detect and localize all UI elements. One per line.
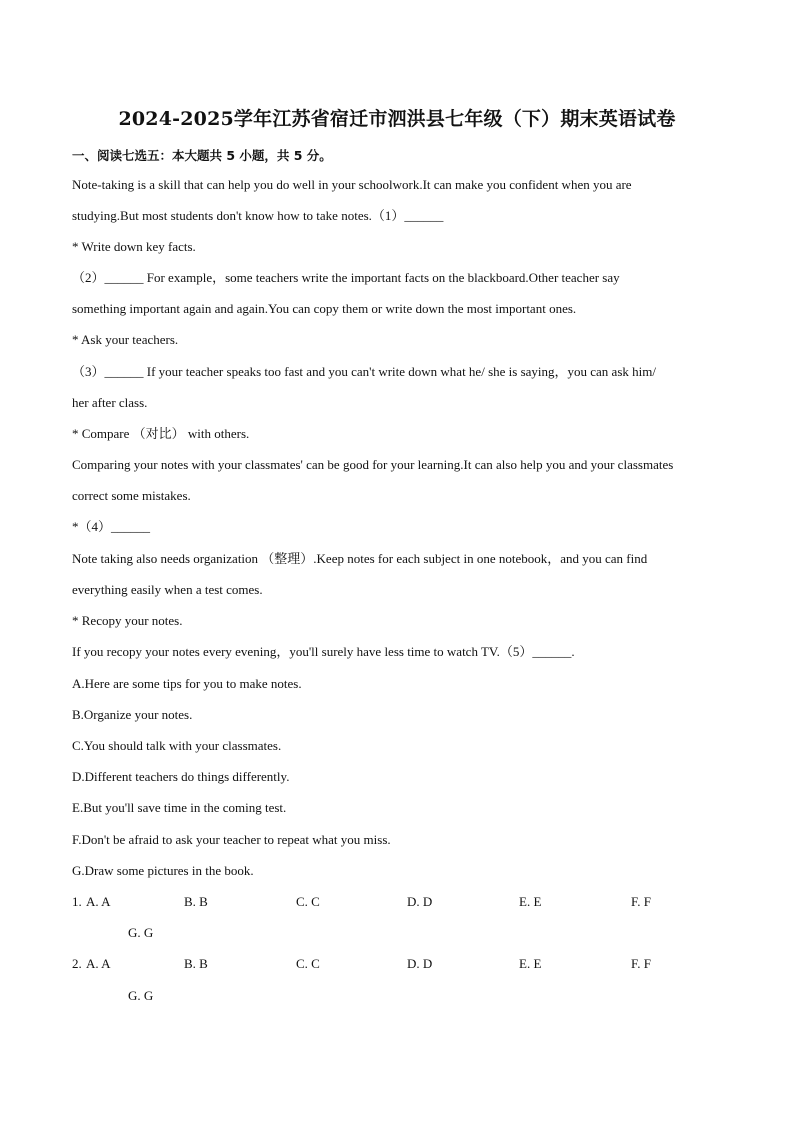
choice-b: B.Organize your notes. — [72, 707, 193, 722]
passage-line: Note-taking is a skill that can help you do well in your schoolwork.It can make you confident when you are — [72, 177, 632, 192]
choice-a: A.Here are some tips for you to make notes. — [72, 676, 302, 691]
question-number: 1. — [72, 894, 82, 909]
option-a[interactable]: A. A — [86, 956, 111, 971]
option-e[interactable]: E. E — [519, 894, 542, 909]
question-2-options — [72, 956, 722, 972]
passage-line: * Recopy your notes. — [72, 613, 183, 628]
choice-d: D.Different teachers do things differently. — [72, 769, 290, 784]
section-heading: 一、阅读七选五：本大题共 5 小题，共 5 分。 — [72, 148, 332, 163]
passage-line: her after class. — [72, 395, 148, 410]
exam-title: 2024-2025学年江苏省宿迁市泗洪县七年级（下）期末英语试卷 — [118, 108, 676, 130]
choice-e: E.But you'll save time in the coming test. — [72, 800, 287, 815]
passage-line: something important again and again.You can copy them or write down the most important ones. — [72, 301, 577, 316]
option-c[interactable]: C. C — [296, 956, 320, 971]
passage-line: （2）______ For example，some teachers write the important facts on the blackboard.Other teacher say — [72, 270, 620, 285]
option-g[interactable]: G. G — [128, 925, 154, 940]
passage-line: * Compare （对比） with others. — [72, 426, 250, 441]
option-e[interactable]: E. E — [519, 956, 542, 971]
option-b[interactable]: B. B — [184, 894, 208, 909]
option-a[interactable]: A. A — [86, 894, 111, 909]
passage-line: studying.But most students don't know how to take notes.（1）______ — [72, 208, 444, 223]
passage-line: （3）______ If your teacher speaks too fast and you can't write down what he/ she is saying，you can ask him/ — [72, 364, 656, 379]
choice-g: G.Draw some pictures in the book. — [72, 863, 254, 878]
passage-line: * Ask your teachers. — [72, 332, 179, 347]
passage-line: If you recopy your notes every evening，you'll surely have less time to watch TV.（5）______. — [72, 644, 575, 659]
option-f[interactable]: F. F — [631, 956, 651, 971]
passage-line: everything easily when a test comes. — [72, 582, 263, 597]
question-1-options — [72, 894, 722, 910]
choice-c: C.You should talk with your classmates. — [72, 738, 282, 753]
passage-line: Note taking also needs organization （整理）.Keep notes for each subject in one notebook，and you can find — [72, 551, 648, 566]
option-d[interactable]: D. D — [407, 956, 433, 971]
choice-f: F.Don't be afraid to ask your teacher to repeat what you miss. — [72, 832, 391, 847]
question-1-options-cont — [72, 925, 722, 941]
passage-line: Comparing your notes with your classmates' can be good for your learning.It can also help you and your classmates — [72, 457, 674, 472]
option-b[interactable]: B. B — [184, 956, 208, 971]
option-c[interactable]: C. C — [296, 894, 320, 909]
question-number: 2. — [72, 956, 82, 971]
option-f[interactable]: F. F — [631, 894, 651, 909]
question-2-options-cont — [72, 988, 722, 1004]
passage-line: * Write down key facts. — [72, 239, 196, 254]
option-g[interactable]: G. G — [128, 988, 154, 1003]
option-d[interactable]: D. D — [407, 894, 433, 909]
passage-line: correct some mistakes. — [72, 488, 191, 503]
passage-line: *（4）______ — [72, 519, 151, 534]
